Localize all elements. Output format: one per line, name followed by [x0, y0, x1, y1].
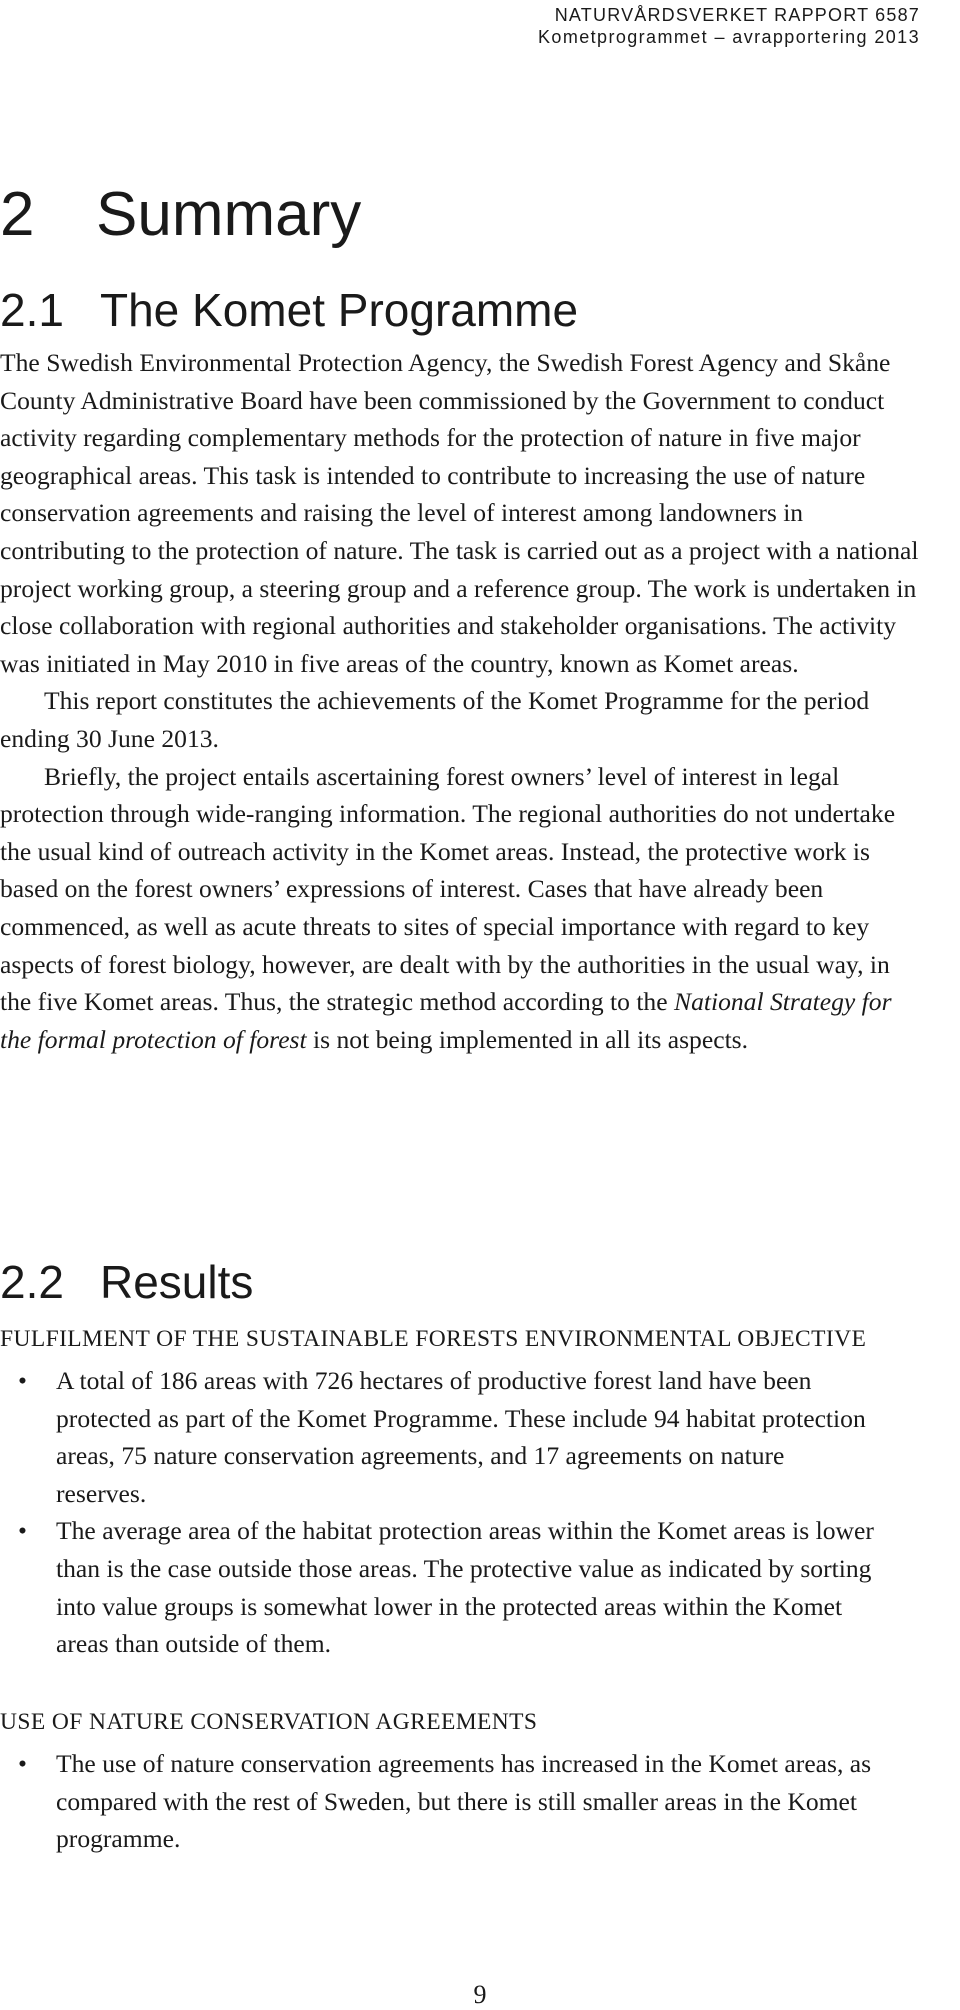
section-title: Results	[100, 1256, 254, 1308]
running-header	[538, 4, 920, 48]
header-subtitle: Kometprogrammet – avrapportering 2013	[538, 27, 920, 47]
subheading: FULFILMENT OF THE SUSTAINABLE FORESTS ENVIRONMENTAL OBJECTIVE	[0, 1326, 867, 1352]
section-title: The Komet Programme	[100, 284, 579, 336]
list-item	[0, 1512, 880, 1662]
page-number: 9	[473, 1980, 487, 2009]
list-item	[0, 1362, 880, 1512]
chapter-number: 2	[0, 180, 35, 249]
subheading: USE OF NATURE CONSERVATION AGREEMENTS	[0, 1709, 538, 1735]
bullet-icon: •	[18, 1516, 27, 1546]
list-item-text: A total of 186 areas with 726 hectares of productive forest land have been protected as part of the Komet Programme. These include 94 habitat protection areas, 75 nature conservation agreements, and 17 agreements on nature reserves.	[56, 1366, 866, 1508]
bullet-list	[0, 1745, 880, 1858]
section-number: 2.1	[0, 284, 64, 336]
header-report-title: NATURVÅRDSVERKET RAPPORT 6587	[554, 5, 920, 25]
list-item	[0, 1745, 880, 1858]
section-body	[0, 344, 925, 1058]
section-heading-komet-programme	[0, 282, 578, 338]
paragraph: This report constitutes the achievements of the Komet Programme for the period ending 30 June 2013.	[0, 686, 870, 753]
paragraph-text: Briefly, the project entails ascertaining forest owners’ level of interest in legal protection through wide-ranging information. The regional authorities do not undertake the usual kind of outreach activity in the Komet areas. Instead, the protective work is based on the forest owners’ expressions of interest. Cases that have already been commenced, as well as acute threats to sites of special importance with regard to key aspects of forest biology, however, are dealt with by the authorities in the usual way, in the five Komet areas. Thus, the strategic method according to the	[0, 761, 896, 1017]
paragraph-text: is not being implemented in all its aspects.	[306, 1024, 749, 1054]
paragraph	[0, 758, 925, 1059]
section-heading-results	[0, 1254, 253, 1310]
chapter-heading	[0, 180, 361, 250]
chapter-title: Summary	[96, 180, 362, 249]
paragraph: The Swedish Environmental Protection Agency, the Swedish Forest Agency and Skåne County Administrative Board have been commissioned by the Government to conduct activity regarding complementary methods for the protection of nature in five major geographical areas. This task is intended to contribute to increasing the use of nature conservation agreements and raising the level of interest among landowners in contributing to the protection of nature. The task is carried out as a project with a national project working group, a steering group and a reference group. The work is undertaken in close collaboration with regional authorities and stakeholder organisations. The activity was initiated in May 2010 in five areas of the country, known as Komet areas.	[0, 348, 919, 678]
list-item-text: The use of nature conservation agreements has increased in the Komet areas, as compared with the rest of Sweden, but there is still smaller areas in the Komet programme.	[56, 1749, 872, 1854]
section-number: 2.2	[0, 1256, 64, 1308]
bullet-list	[0, 1362, 880, 1663]
list-item-text: The average area of the habitat protection areas within the Komet areas is lower than is the case outside those areas. The protective value as indicated by sorting into value groups is somewhat lower in the protected areas within the Komet areas than outside of them.	[56, 1516, 874, 1659]
italic-title: National Strategy for the formal protection of forest	[0, 987, 892, 1054]
bullet-icon: •	[18, 1366, 27, 1395]
bullet-icon: •	[18, 1749, 27, 1778]
